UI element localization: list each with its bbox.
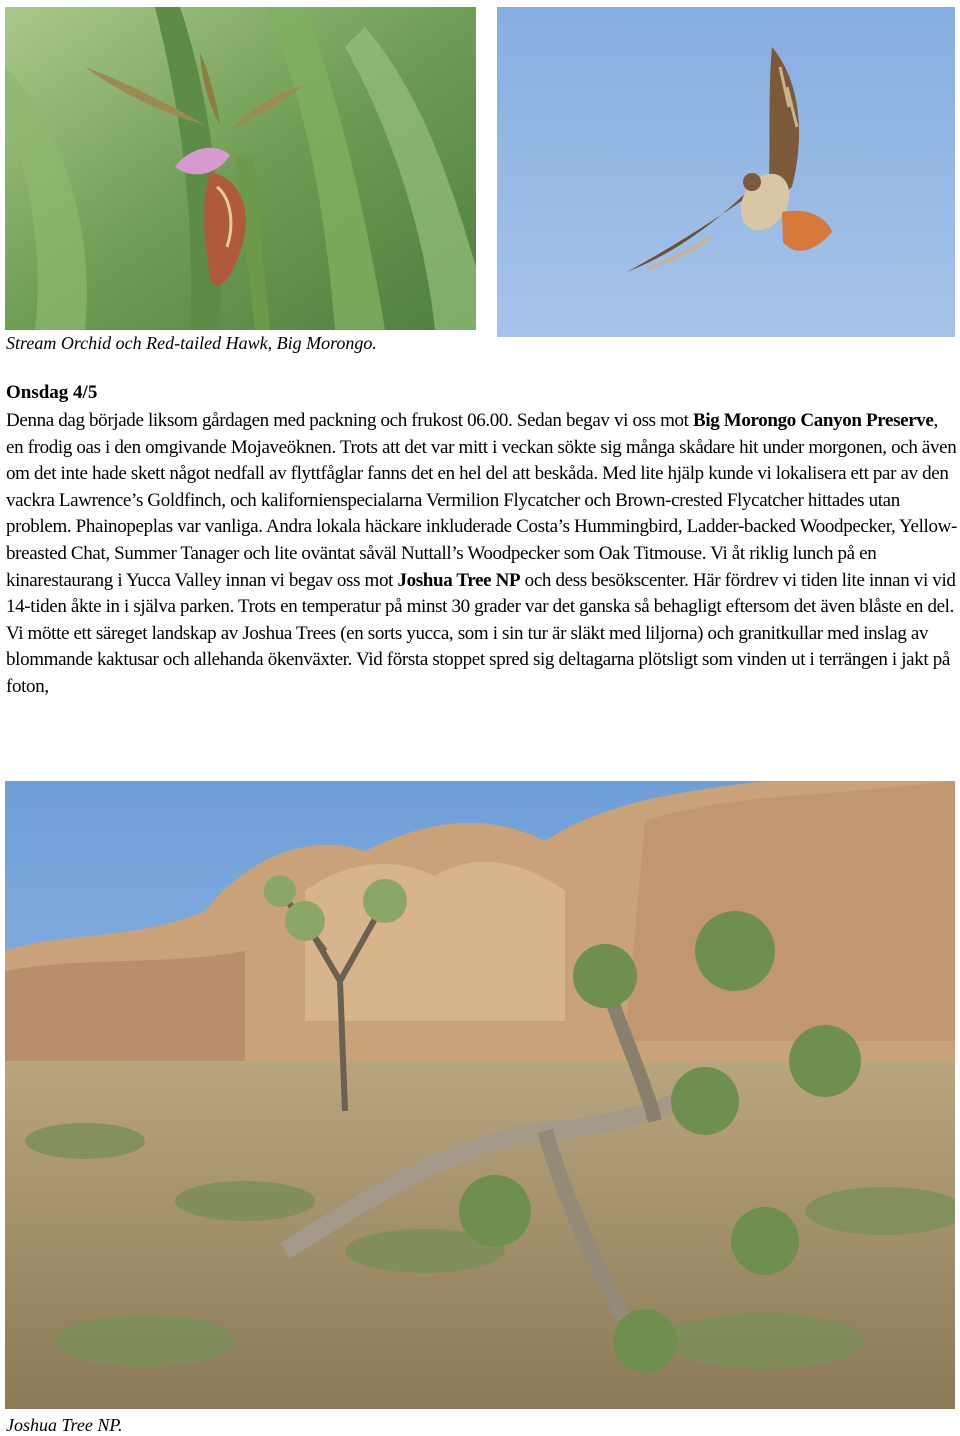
top-photo-caption: Stream Orchid och Red-tailed Hawk, Big Morongo. xyxy=(6,333,377,353)
day-heading: Onsdag 4/5 xyxy=(6,382,98,403)
text-segment: och dess besökscenter. Här fördrev vi tiden lite innan vi vid 14-tiden åkte in i själva parken. Trots en temperatur på minst 30 grader var det ganska så behagligt eftersom det även blåste en del. Vi mötte ett säreget landskap av Joshua Trees (en sorts yucca, som i sin tur är släkt med liljorna) och granitkullar med inslag av blommande kaktusar och allehanda ökenväxter. Vid första stoppet spred sig deltagarna plötsligt som vinden ut i terrängen i jakt på foton, xyxy=(6,569,956,697)
hawk-photo xyxy=(497,7,955,337)
trip-report-paragraph xyxy=(6,408,958,701)
joshua-tree-photo xyxy=(5,781,955,1409)
bottom-photo-caption: Joshua Tree NP. xyxy=(6,1415,123,1435)
orchid-photo xyxy=(5,7,476,330)
place-name-big-morongo: Big Morongo Canyon Preserve xyxy=(693,410,934,431)
place-name-joshua-tree: Joshua Tree NP xyxy=(397,569,521,591)
text-segment: Denna dag började liksom gårdagen med packning och frukost 06.00. Sedan begav vi oss mot xyxy=(6,410,693,431)
text-segment: , en frodig oas i den omgivande Mojaveöknen. Trots att det var mitt i veckan sökte sig många skådare hit under morgonen, och även om det inte hade skett något nedfall av flyttfåglar fanns det en hel del att beskåda. Med lite hjälp kunde vi lokalisera ett par av den vackra Lawrence’s Goldfinch, och kalifornienspecialarna Vermilion Flycatcher och Brown-crested Flycatcher hittades utan problem. Phainopeplas var vanliga. Andra lokala häckare inkluderade Costa’s Hummingbird, Ladder-backed Woodpecker, Yellow-breasted Chat, Summer Tanager och lite oväntat såväl Nuttall’s Woodpecker som Oak Titmouse. Vi åt riklig lunch på en kinarestaurang i Yucca Valley innan vi begav oss mot xyxy=(6,410,957,591)
